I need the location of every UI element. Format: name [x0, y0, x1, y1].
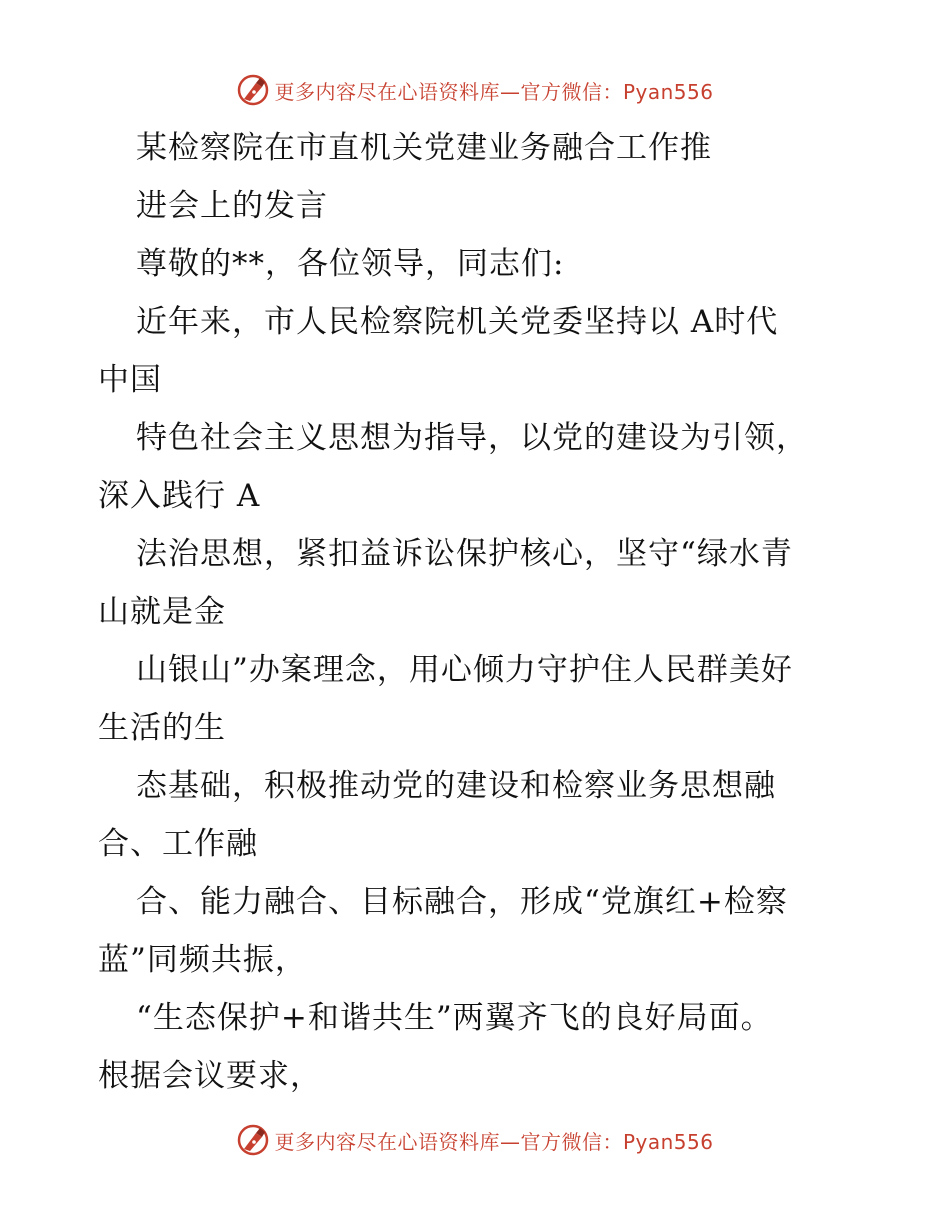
pen-nib-logo-icon [236, 1123, 270, 1157]
paragraph-line: 合、工作融 [98, 826, 258, 862]
title-line-1: 某检察院在市直机关党建业务融合工作推 [136, 130, 712, 166]
paragraph-line: 深入践行 A [98, 478, 261, 514]
paragraph-line: 山银山”办案理念，用心倾力守护住人民群美好 [136, 652, 793, 688]
paragraph-line: 生活的生 [98, 710, 226, 746]
paragraph-line: 根据会议要求， [98, 1058, 322, 1094]
watermark-text: 更多内容尽在心语资料库—官方微信：Pyan556 [274, 1129, 714, 1154]
paragraph-line: 中国 [98, 362, 162, 398]
paragraph-line: 蓝”同频共振， [98, 942, 307, 978]
pen-nib-logo-icon [236, 73, 270, 107]
paragraph-line: 山就是金 [98, 594, 226, 630]
footer-watermark [0, 1118, 950, 1162]
paragraph-line: 特色社会主义思想为指导，以党的建设为引领， [136, 420, 808, 456]
paragraph-line: 法治思想，紧扣益诉讼保护核心，坚守“绿水青 [136, 536, 793, 572]
watermark-text: 更多内容尽在心语资料库—官方微信：Pyan556 [274, 79, 714, 104]
paragraph-line: “生态保护+和谐共生”两翼齐飞的良好局面。 [136, 1000, 773, 1036]
title-line-2: 进会上的发言 [136, 188, 328, 224]
salutation: 尊敬的**，各位领导，同志们: [136, 246, 565, 282]
paragraph-line: 合、能力融合、目标融合，形成“党旗红+检察 [136, 884, 788, 920]
paragraph-line: 近年来，市人民检察院机关党委坚持以 A时代 [136, 304, 779, 340]
paragraph-line: 态基础，积极推动党的建设和检察业务思想融 [136, 768, 776, 804]
header-watermark [0, 68, 950, 112]
